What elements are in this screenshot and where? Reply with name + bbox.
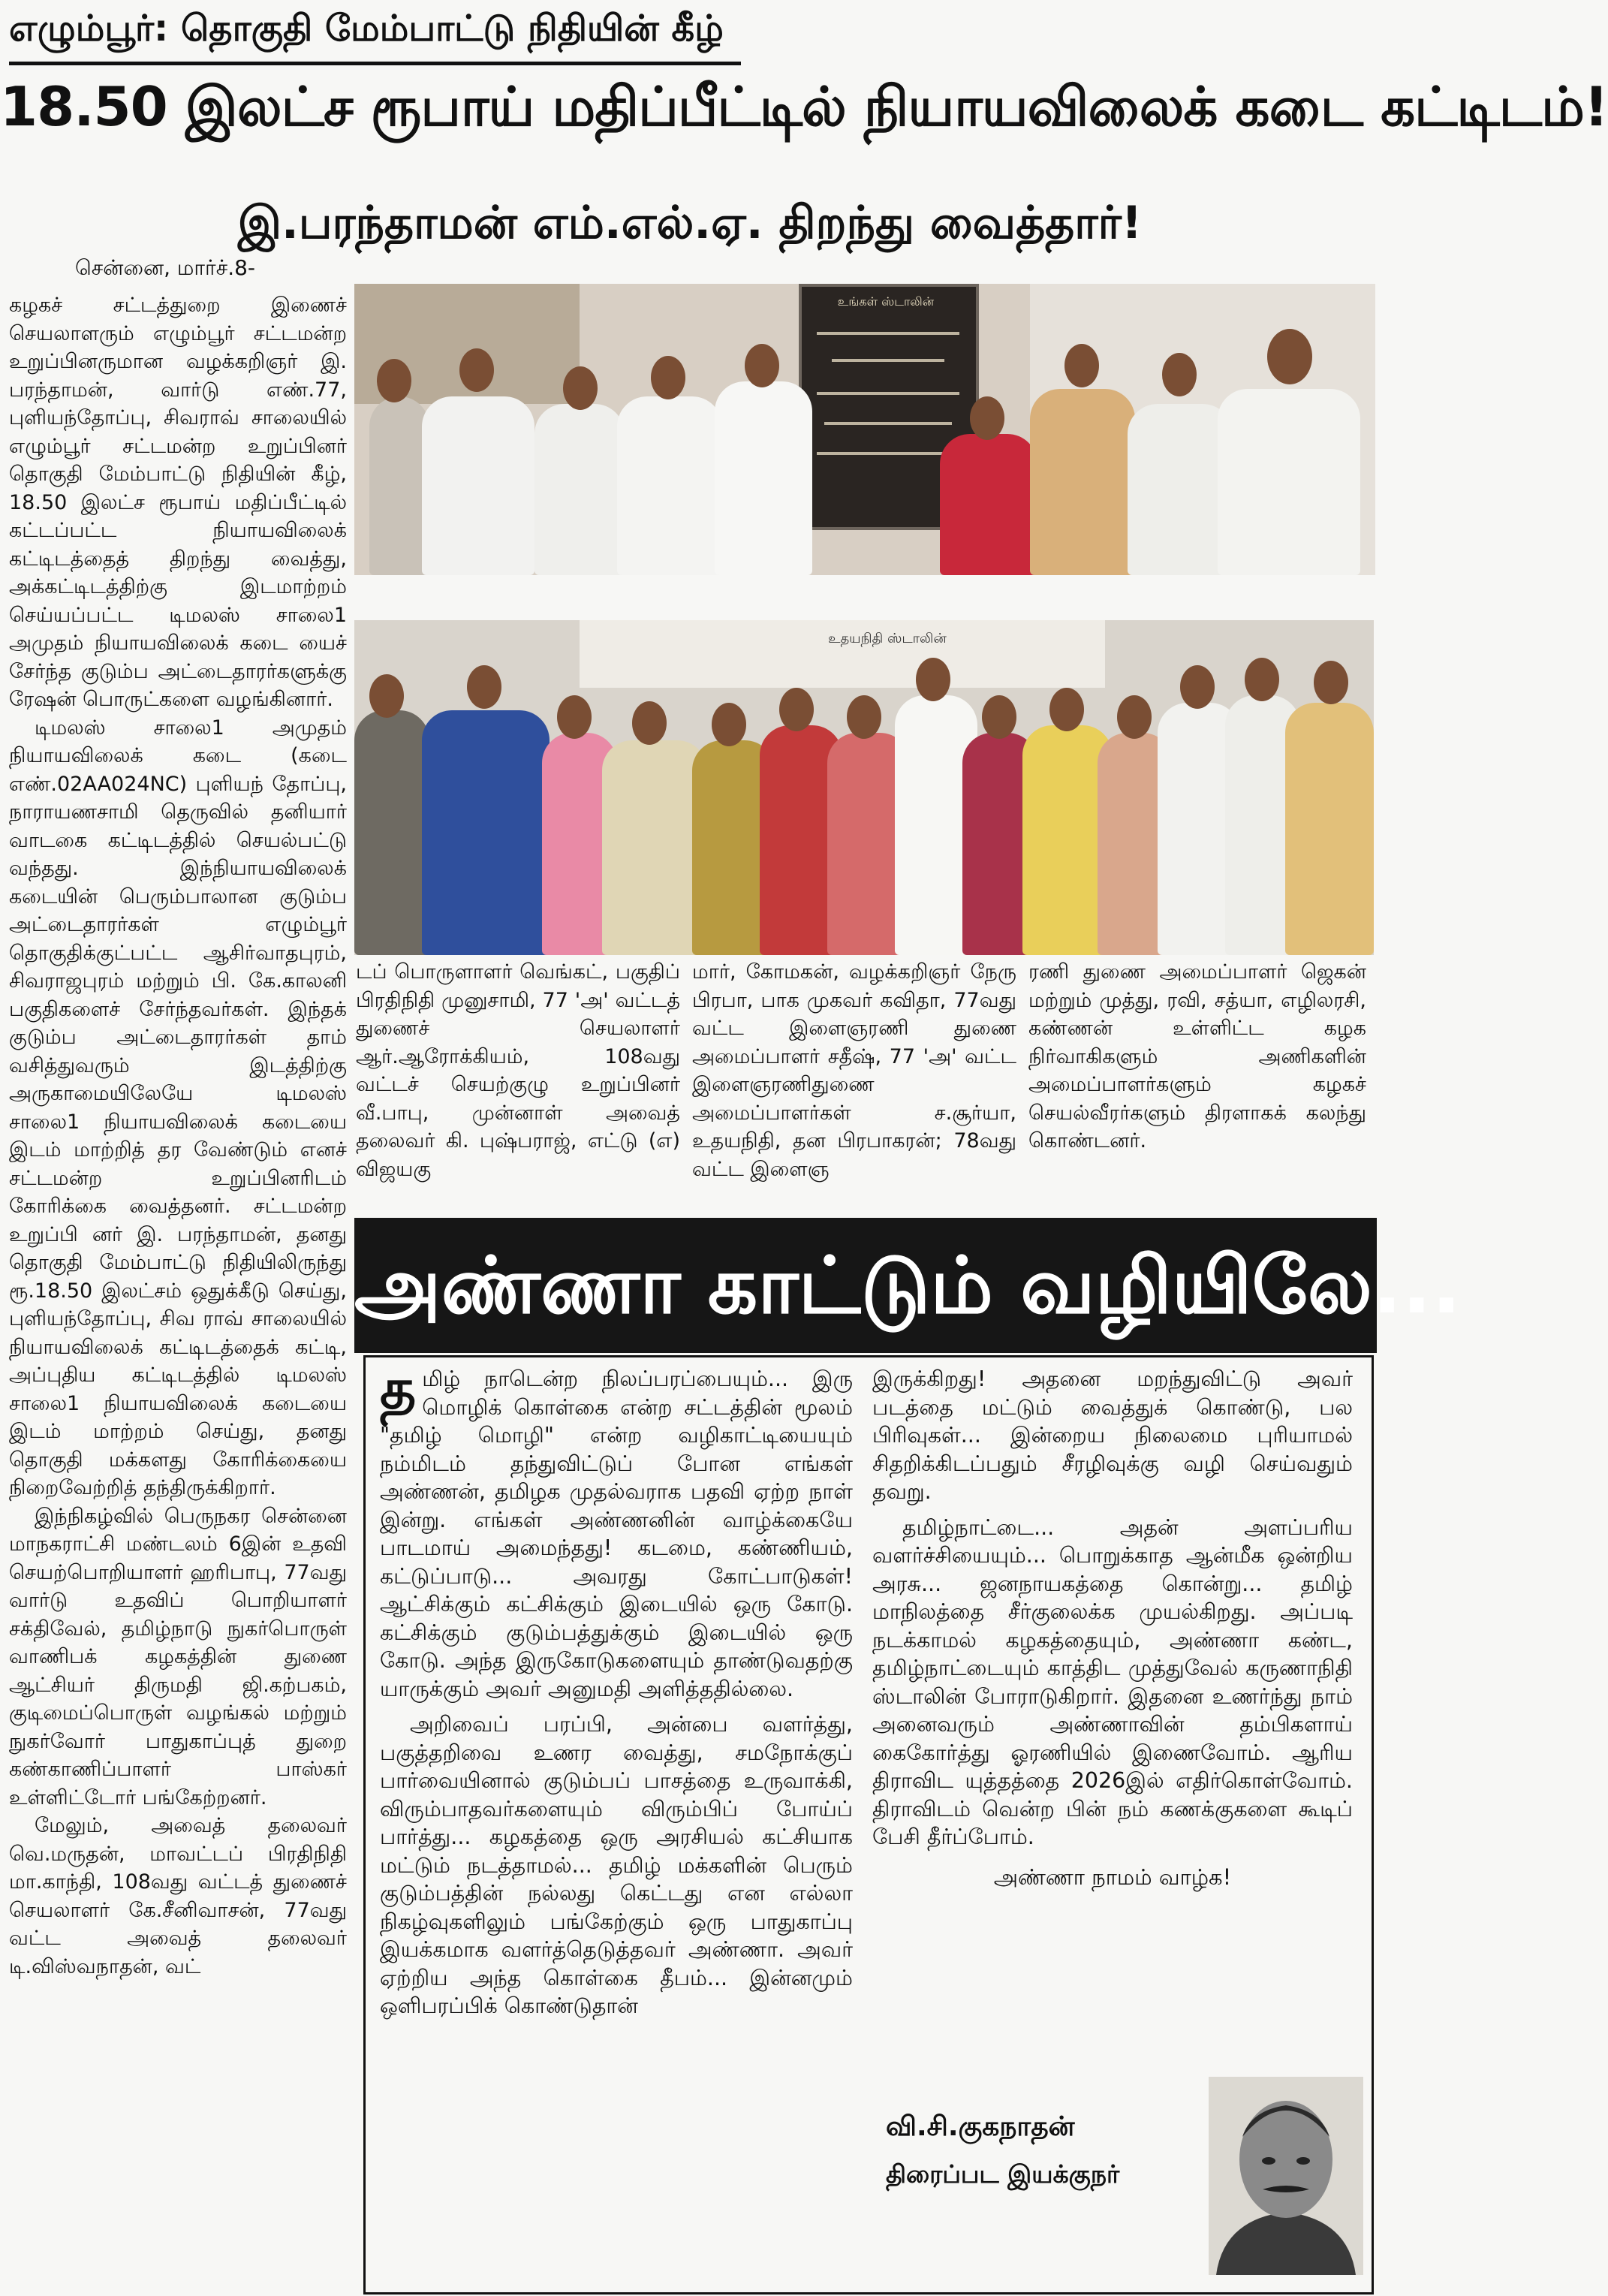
photo-ration-distribution xyxy=(354,620,1374,955)
editorial-column-1 xyxy=(380,1357,853,2020)
left-paragraph: டிமலஸ் சாலை1 அமுதம் நியாயவிலைக் கடை (கடை எண்.02AA024NC) புளியந் தோப்பு, நாராயணசாமி தெருவில் தனியார் வாடகை கட்டிடத்தில் செயல்பட்டு வந்தது. இந்நியாயவிலைக் கடையின் பெரும்பாலான குடும்ப அட்டைதாரர்கள் எழும்பூர் தொகுதிக்குட்பட்ட ஆசிர்வாதபுரம், சிவராஜபுரம் மற்றும் பி. கே.காலனி பகுதிகளைச் சேர்ந்தவர்கள். இந்தக் குடும்ப அட்டைதாரர்கள் தாம் வசித்துவரும் இடத்திற்கு அருகாமையிலேயே டிமலஸ் சாலை1 நியாயவிலைக் கடையை இடம் மாற்றித் தர வேண்டும் எனச் சட்டமன்ற உறுப்பினரிடம் கோரிக்கை வைத்தனர். சட்டமன்ற உறுப்பி னர் இ. பரந்தாமன், தனது தொகுதி மேம்பாட்டு நிதியிலிருந்து ரூ.18.50 இலட்சம் ஒதுக்கீடு செய்து, புளியந்தோப்பு, சிவ ராவ் சாலையில் நியாயவிலைக் கட்டிடத்தைக் கட்டி, அப்புதிய கட்டிடத்தில் டிமலஸ் சாலை1 நியாயவிலைக் கடையை இடம் மாற்றம் செய்து, தனது தொகுதி மக்களது கோரிக்கையை நிறைவேற்றித் தந்திருக்கிறார். xyxy=(9,716,347,1499)
author-role: திரைப்பட இயக்குநர் xyxy=(886,2159,1120,2189)
kicker-underline xyxy=(9,62,741,65)
subheadline: இ.பரந்தாமன் எம்.எல்.ஏ. திறந்து வைத்தார்! xyxy=(237,197,1143,249)
left-paragraph: மேலும், அவைத் தலைவர் வெ.மருதன், மாவட்டப் பிரதிநிதி மா.காந்தி, 108வது வட்டத் துணைச் செயலாளர் கே.சீனிவாசன், 77வது வட்ட அவைத் தலைவர் டி.விஸ்வநாதன், வட் xyxy=(9,1814,347,1978)
kicker: எழும்பூர்: தொகுதி மேம்பாட்டு நிதியின் கீழ் xyxy=(9,8,724,50)
author-name: வி.சி.குகநாதன் xyxy=(886,2111,1075,2142)
banner-text-in-photo: உதயநிதி ஸ்டாலின் xyxy=(828,631,947,646)
headline: 18.50 இலட்ச ரூபாய் மதிப்பீட்டில் நியாயவிலைக் கடை கட்டிடம்! xyxy=(0,75,1608,138)
left-paragraph: கழகச் சட்டத்துறை இணைச் செயலாளரும் எழும்பூர் சட்டமன்ற உறுப்பினருமான வழக்கறிஞர் இ. பரந்தாமன், வார்டு எண்.77, புளியந்தோப்பு, சிவராவ் சாலையில் எழும்பூர் சட்டமன்ற உறுப்பினர் தொகுதி மேம்பாட்டு நிதியின் கீழ், 18.50 இலட்ச ரூபாய் மதிப்பீட்டில் கட்டப்பட்ட நியாயவிலைக் கட்டிடத்தைத் திறந்து வைத்து, அக்கட்டிடத்திற்கு இடமாற்றம் செய்யப்பட்ட டிமலஸ் சாலை1 அமுதம் நியாயவிலைக் கடை யைச் சேர்ந்த குடும்ப அட்டைதாரர்களுக்கு ரேஷன் பொருட்களை வழங்கினார். xyxy=(9,294,347,711)
left-column xyxy=(9,291,347,1981)
author-portrait-drawing xyxy=(1209,2077,1363,2275)
editorial-column-2 xyxy=(872,1365,1353,1891)
editorial-title: அண்ணா காட்டும் வழியிலே... xyxy=(354,1240,1462,1331)
news-column-4: ரணி துணை அமைப்பாளர் ஜெகன் மற்றும் முத்து, ரவி, சத்யா, எழிலரசி, கண்ணன் உள்ளிட்ட கழக நிர்வாகிகளும் அணிகளின் அமைப்பாளர்களும் கழகச் செயல்வீரர்களும் திரளாகக் கலந்து கொண்டனர். xyxy=(1028,960,1366,1153)
dateline: சென்னை, மார்ச்.8- xyxy=(75,255,256,280)
editorial-closing: அண்ணா நாமம் வாழ்க! xyxy=(993,1864,1232,1890)
photo-inauguration-plaque xyxy=(354,284,1374,575)
editorial-paragraph: தமிழ் நாடென்ற நிலப்பரப்பையும்... இரு மொழிக் கொள்கை என்ற சட்டத்தின் மூலம் "தமிழ் மொழி" என்ற வழிகாட்டியையும் நம்மிடம் தந்துவிட்டுப் போன எங்கள் அண்ணன், தமிழக முதல்வராக பதவி ஏற்ற நாள் இன்று. எங்கள் அண்ணனின் வாழ்க்கையே பாடமாய் அமைந்தது! கடமை, கண்ணியம், கட்டுப்பாடு... அவரது கோட்பாடுகள்! ஆட்சிக்கும் கட்சிக்கும் இடையில் ஒரு கோடு. கட்சிக்கும் குடும்பத்துக்கும் இடையில் ஒரு கோடு. அந்த இருகோடுகளையும் தாண்டுவதற்கு யாருக்கும் அவர் அனுமதி அளித்ததில்லை. xyxy=(380,1357,853,1701)
editorial-paragraph: இருக்கிறது! அதனை மறந்துவிட்டு அவர் படத்தை மட்டும் வைத்துக் கொண்டு, பல பிரிவுகள்... இன்றைய நிலைமை புரியாமல் சிதறிக்கிடப்பதும் சீரழிவுக்கு வழி செய்வதும் தவறு. xyxy=(872,1366,1353,1504)
dropcap: த xyxy=(380,1357,417,1421)
news-column-2: டப் பொருளாளர் வெங்கட், பகுதிப் பிரதிநிதி முனுசாமி, 77 'அ' வட்டத் துணைச் செயலாளர் ஆர்.ஆரோக்கியம், 108வது வட்டச் செயற்குழு உறுப்பினர் வீ.பாபு, முன்னாள் அவைத் தலைவர் கி. புஷ்பராஜ், எட்டு (எ) விஜயகு xyxy=(356,960,680,1181)
author-portrait xyxy=(1209,2077,1363,2275)
left-paragraph: இந்நிகழ்வில் பெருநகர சென்னை மாநகராட்சி மண்டலம் 6இன் உதவி செயற்பொறியாளர் ஹரிபாபு, 77வது வார்டு உதவிப் பொறியாளர் சக்திவேல், தமிழ்நாடு நுகர்பொருள் வாணிபக் கழகத்தின் துணை ஆட்சியர் திருமதி ஜி.கற்பகம், குடிமைப்பொருள் வழங்கல் மற்றும் நுகர்வோர் பாதுகாப்புத் துறை கண்காணிப்பாளர் பாஸ்கர் உள்ளிட்டோர் பங்கேற்றனர். xyxy=(9,1504,347,1809)
plaque-text: உங்கள் ஸ்டாலின் xyxy=(837,294,935,309)
news-column-3: மார், கோமகன், வழக்கறிஞர் நேரு பிரபா, பாக முகவர் கவிதா, 77வது வட்ட இளைஞரணி துணை அமைப்பாளர் சதீஷ், 77 'அ' வட்ட இளைஞரணிதுணை அமைப்பாளர்கள் ச.சூர்யா, உதயநிதி, தன பிரபாகரன்; 78வது வட்ட இளைஞ xyxy=(692,960,1016,1181)
editorial-paragraph: அறிவைப் பரப்பி, அன்பை வளர்த்து, பகுத்தறிவை உணர வைத்து, சமநோக்குப் பார்வையினால் குடும்பப் பாசத்தை உருவாக்கி, விரும்பாதவர்களையும் விரும்பிப் போய்ப் பார்த்து... கழகத்தை ஒரு அரசியல் கட்சியாக மட்டும் நடத்தாமல்... தமிழ் மக்களின் பெரும் குடும்பத்தின் நல்லது கெட்டது என எல்லா நிகழ்வுகளிலும் பங்கேற்கும் ஒரு பாதுகாப்பு இயக்கமாக வளர்த்தெடுத்தவர் அண்ணா. அவர் ஏற்றிய அந்த கொள்கை தீபம்... இன்னமும் ஒளிபரப்பிக் கொண்டுதான் xyxy=(380,1712,853,2018)
editorial-paragraph: தமிழ்நாட்டை... அதன் அளப்பரிய வளர்ச்சியையும்... பொறுக்காத ஆன்மீக ஒன்றிய அரசு... ஜனநாயகத்தை கொன்று... தமிழ் மாநிலத்தை சீர்குலைக்க முயல்கிறது. அப்படி நடக்காமல் கழகத்தையும், அண்ணா கண்ட, தமிழ்நாட்டையும் காத்திட முத்துவேல் கருணாநிதி ஸ்டாலின் போராடுகிறார். இதனை உணர்ந்து நாம் அனைவரும் அண்ணாவின் தம்பிகளாய் கைகோர்த்து ஓரணியில் இணைவோம். ஆரிய திராவிட யுத்தத்தை 2026இல் எதிர்கொள்வோம். திராவிடம் வென்ற பின் நம் கணக்குகளை கூடிப் பேசி தீர்ப்போம். xyxy=(872,1514,1353,1849)
